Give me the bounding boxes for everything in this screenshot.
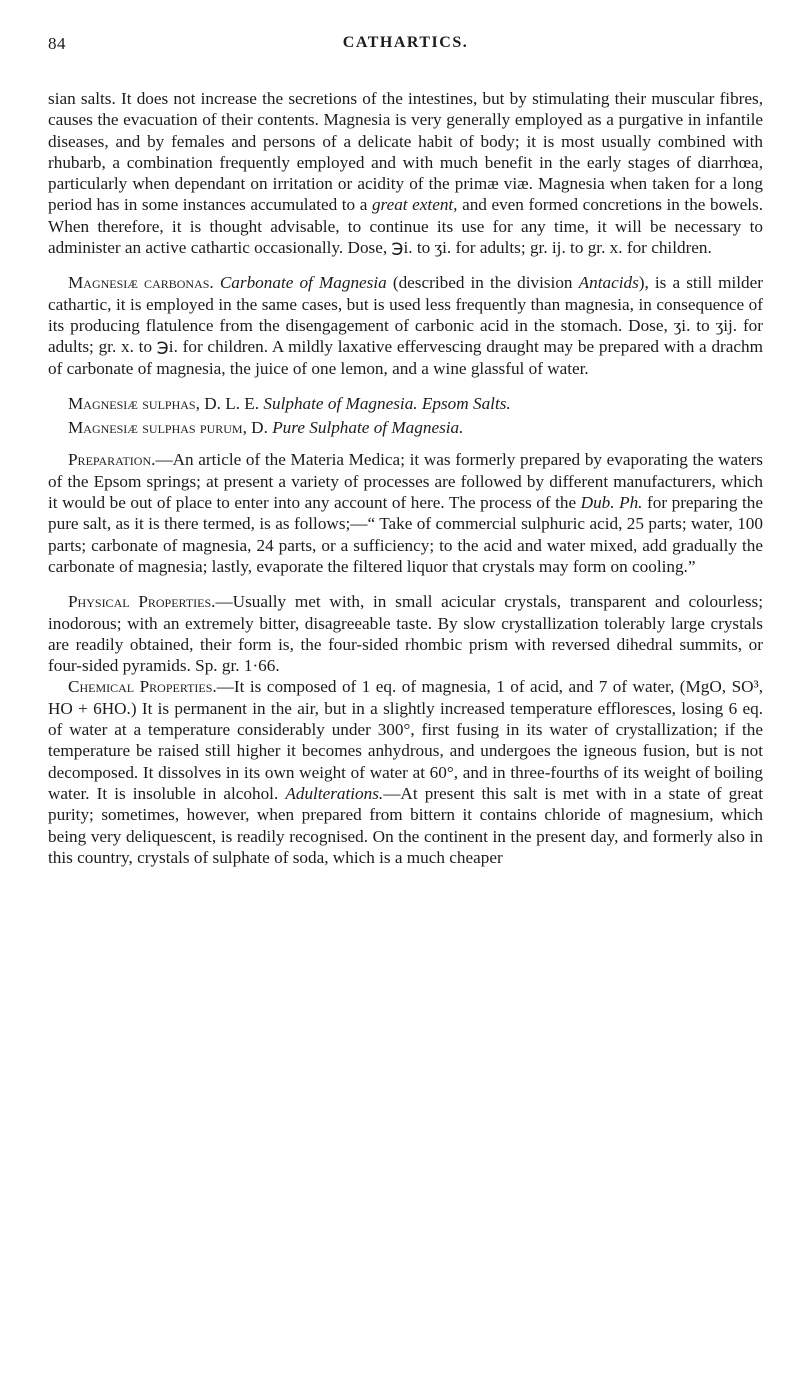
paragraph-preparation: Preparation.—An article of the Materia Medica; it was formerly prepared by evaporating the waters of the Epsom springs; at present a variety of processes are followed by different manufacturers, which it would be out of place to enter into any account of here. The process of the Dub. Ph. for preparing the pure salt, as it is there termed, is as follows;—“ Take of commercial sulphuric acid, 25 parts; water, 100 parts; carbonate of magnesia, 24 parts, or a sufficiency; to the acid and water mixed, add gradually the carbonate of magnesia; lastly, evaporate the filtered liquor that crystals may form on cooling.” [48, 450, 764, 576]
paragraph-magnesiae-sulphas [48, 393, 763, 414]
section-heading: Chemical Properties. [68, 677, 217, 697]
section-heading: Physical Properties. [68, 592, 216, 612]
section-heading-adulterations: Adulterations. [285, 783, 384, 803]
paragraph-physical-properties: Physical Properties.—Usually met with, in small acicular crystals, transparent and colourless; inodorous; with an extremely bitter, disagreeable taste. By slow crystallization tolerably large crystals are readily obtained, their form is, the four-sided rhombic prism with reversed dihedral summits, or four-sided pyramids. Sp. gr. 1·66. [48, 592, 763, 676]
book-page [48, 30, 763, 868]
paragraph-magnesiae-sulphas-purum [48, 417, 763, 438]
cross-reference: Antacids [578, 273, 639, 293]
pharmacopoeia-codes: D. L. E. [204, 393, 260, 413]
paragraph-magnesiae-carbonas: Magnesiæ carbonas. Carbonate of Magnesia (described in the division Antacids), is a still milder cathartic, it is employed in the same cases, but is used less frequently than magnesia, in consequence of its producing flatulence from the disengagement of carbonic acid in the stomach. Dose, ʒi. to ʒij. for adults; gr. x. to ℈i. for children. A mildly laxative effervescing draught may be prepared with a drachm of carbonate of magnesia, the juice of one lemon, and a wine glassful of water. [48, 273, 763, 378]
paragraph-magnesia-continued: sian salts. It does not increase the secretions of the intestines, but by stimulating their muscular fibres, causes the evacuation of their contents. Magnesia is very generally employed as a purgative in infantile diseases, and by females and persons of a delicate habit of body; it is most usually combined with rhubarb, a combination frequently employed and with much benefit in the early stages of diarrhœa, particularly when dependant on irritation or acidity of the primæ viæ. Magnesia when taken for a long period has in some instances accumulated to a great extent, and even formed concretions in the bowels. When therefore, it is thought advisable, to continue its use for any time, it will be necessary to administer an active cathartic occasionally. Dose, ℈i. to ʒi. for adults; gr. ij. to gr. x. for children. [48, 89, 763, 258]
entry-heading: Magnesiæ sulphas, [68, 393, 200, 413]
body-text [48, 88, 763, 868]
page-number: 84 [48, 34, 66, 53]
pharmacopoeia-codes: D. [251, 418, 268, 438]
entry-heading: Magnesiæ carbonas. [68, 273, 214, 293]
emphasis-great-extent: great extent, [371, 195, 458, 215]
entry-subtitle: Sulphate of Magnesia. Epsom Salts. [263, 393, 511, 413]
entry-heading: Magnesiæ sulphas purum, [68, 418, 247, 438]
paragraph-chemical-properties: Chemical Properties.—It is composed of 1 eq. of magnesia, 1 of acid, and 7 of water, (MgO, SO³, HO + 6HO.) It is permanent in the air, but in a slightly increased temperature effloresces, losing 6 eq. of water at a temperature considerably under 300°, first fusing in its water of crystallization; if the temperature be raised still higher it becomes anhydrous, and undergoes the igneous fusion, but is not decomposed. It dissolves in its own weight of water at 60°, and in three-fourths of its weight of boiling water. It is insoluble in alcohol. Adulterations.—At present this salt is met with in a state of great purity; sometimes, however, when prepared from bittern it contains chloride of magnesium, which being very deliquescent, is readily recognised. On the continent in the present day, and formerly also in this country, crystals of sulphate of soda, which is a much cheaper [48, 677, 763, 867]
entry-subtitle: Pure Sulphate of Magnesia. [272, 418, 464, 438]
running-header [48, 30, 763, 56]
entry-subtitle: Carbonate of Magnesia [219, 273, 387, 293]
running-title: CATHARTICS. [342, 34, 469, 51]
reference-dub-ph: Dub. Ph. [580, 493, 643, 513]
section-heading: Preparation. [68, 450, 156, 470]
